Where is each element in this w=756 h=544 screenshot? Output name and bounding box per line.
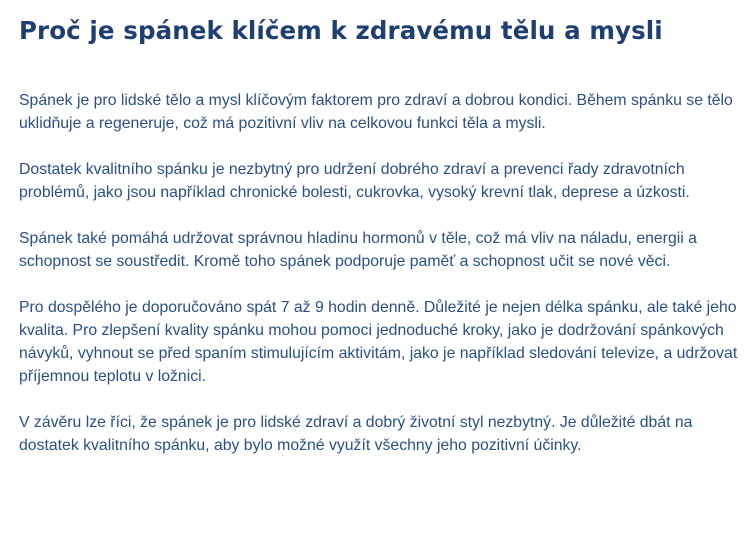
page-title: Proč je spánek klíčem k zdravému tělu a mysli	[19, 16, 663, 45]
paragraph-conclusion: V závěru lze říci, že spánek je pro lidské zdraví a dobrý životní styl nezbytný. Je důležité dbát na dostatek kvalitního spánku, aby bylo možné využít všechny jeho pozitivní účinky.	[19, 414, 693, 454]
article-body	[19, 89, 739, 457]
paragraph-intro: Spánek je pro lidské tělo a mysl klíčovým faktorem pro zdraví a dobrou kondici. Během spánku se tělo uklidňuje a regeneruje, což má pozitivní vliv na celkovou funkci těla a mysli.	[19, 92, 733, 132]
article	[19, 14, 739, 480]
paragraph-recommendation: Pro dospělého je doporučováno spát 7 až 9 hodin denně. Důležité je nejen délka spánku, ale také jeho kvalita. Pro zlepšení kvality spánku mohou pomoci jednoduché kroky, jako je dodržování spánkových návyků, vyhnout se před spaním stimulujícím aktivitám, jako je například sledování televize, a udržovat příjemnou teplotu v ložnici.	[19, 299, 738, 385]
paragraph-hormones: Spánek také pomáhá udržovat správnou hladinu hormonů v těle, což má vliv na náladu, energii a schopnost se soustředit. Kromě toho spánek podporuje paměť a schopnost učit se nové věci.	[19, 230, 697, 270]
paragraph-health: Dostatek kvalitního spánku je nezbytný pro udržení dobrého zdraví a prevenci řady zdravotních problémů, jako jsou například chronické bolesti, cukrovka, vysoký krevní tlak, deprese a úzkosti.	[19, 161, 690, 201]
